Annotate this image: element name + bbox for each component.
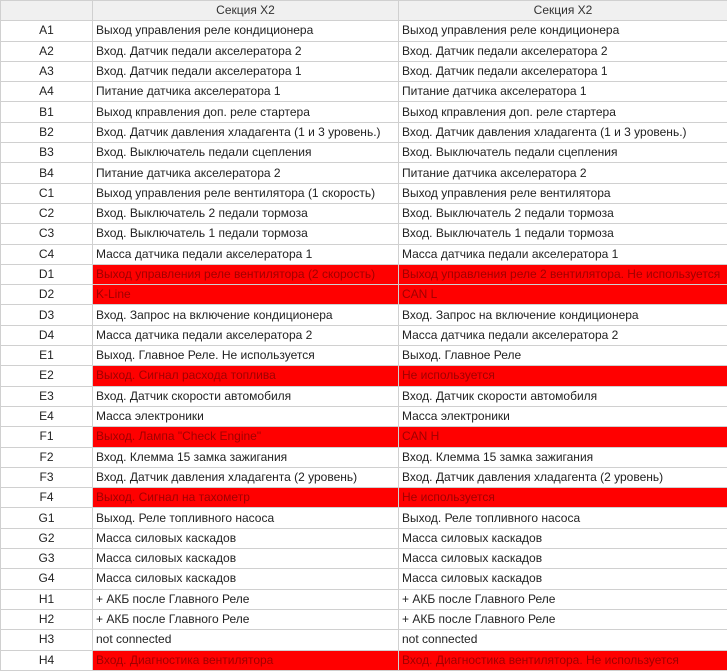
- value-cell-left[interactable]: not connected: [93, 630, 399, 650]
- value-cell-left[interactable]: Выход управления реле вентилятора (2 скорость): [93, 264, 399, 284]
- value-cell-right[interactable]: Не используется: [399, 488, 727, 508]
- pin-cell[interactable]: G3: [1, 549, 93, 569]
- value-cell-left[interactable]: Вход. Датчик педали акселератора 1: [93, 61, 399, 81]
- table-row: [1, 569, 727, 589]
- value-cell-left[interactable]: Питание датчика акселератора 1: [93, 82, 399, 102]
- pin-cell[interactable]: A4: [1, 82, 93, 102]
- table-row: [1, 650, 727, 670]
- table-row: [1, 609, 727, 629]
- value-cell-right[interactable]: Вход. Клемма 15 замка зажигания: [399, 447, 727, 467]
- header-pin[interactable]: [1, 1, 93, 21]
- pin-cell[interactable]: H4: [1, 650, 93, 670]
- value-cell-left[interactable]: Вход. Диагностика вентилятора: [93, 650, 399, 670]
- value-cell-right[interactable]: CAN H: [399, 427, 727, 447]
- value-cell-right[interactable]: Вход. Датчик скорости автомобиля: [399, 386, 727, 406]
- header-section-x2-left[interactable]: Секция X2: [93, 1, 399, 21]
- value-cell-left[interactable]: Вход. Датчик давления хладагента (2 уровень): [93, 467, 399, 487]
- table-row: [1, 406, 727, 426]
- pin-cell[interactable]: H1: [1, 589, 93, 609]
- pin-cell[interactable]: C3: [1, 224, 93, 244]
- value-cell-right[interactable]: Масса датчика педали акселератора 2: [399, 325, 727, 345]
- table-row: [1, 346, 727, 366]
- value-cell-left[interactable]: Выход. Главное Реле. Не используется: [93, 346, 399, 366]
- table-row: [1, 386, 727, 406]
- pin-cell[interactable]: H3: [1, 630, 93, 650]
- table-row: [1, 21, 727, 41]
- pin-cell[interactable]: E4: [1, 406, 93, 426]
- value-cell-left[interactable]: Выход. Лампа "Check Engine": [93, 427, 399, 447]
- pin-cell[interactable]: G4: [1, 569, 93, 589]
- pin-cell[interactable]: E2: [1, 366, 93, 386]
- pin-cell[interactable]: F1: [1, 427, 93, 447]
- value-cell-right[interactable]: Вход. Датчик давления хладагента (1 и 3 уровень.): [399, 122, 727, 142]
- table-row: [1, 285, 727, 305]
- value-cell-right[interactable]: Вход. Выключатель 2 педали тормоза: [399, 203, 727, 223]
- value-cell-left[interactable]: Вход. Выключатель педали сцепления: [93, 143, 399, 163]
- table-row: [1, 203, 727, 223]
- table-row: [1, 427, 727, 447]
- table-row: [1, 447, 727, 467]
- value-cell-right[interactable]: Выход управления реле вентилятора: [399, 183, 727, 203]
- value-cell-right[interactable]: Вход. Диагностика вентилятора. Не используется: [399, 650, 727, 670]
- table-row: [1, 528, 727, 548]
- table-body: [1, 21, 727, 671]
- table-row: [1, 61, 727, 81]
- table-row: [1, 630, 727, 650]
- pin-cell[interactable]: D4: [1, 325, 93, 345]
- value-cell-right[interactable]: Выход. Реле топливного насоса: [399, 508, 727, 528]
- value-cell-right[interactable]: Питание датчика акселератора 2: [399, 163, 727, 183]
- value-cell-right[interactable]: Масса силовых каскадов: [399, 569, 727, 589]
- value-cell-left[interactable]: + АКБ после Главного Реле: [93, 609, 399, 629]
- pin-cell[interactable]: C4: [1, 244, 93, 264]
- table-row: [1, 122, 727, 142]
- pin-cell[interactable]: F4: [1, 488, 93, 508]
- pin-cell[interactable]: B1: [1, 102, 93, 122]
- pin-cell[interactable]: F3: [1, 467, 93, 487]
- table-row: [1, 264, 727, 284]
- value-cell-right[interactable]: Масса силовых каскадов: [399, 528, 727, 548]
- value-cell-left[interactable]: Выход управления реле кондиционера: [93, 21, 399, 41]
- value-cell-right[interactable]: Выход управления реле кондиционера: [399, 21, 727, 41]
- value-cell-right[interactable]: Выход. Главное Реле: [399, 346, 727, 366]
- header-row: [1, 1, 727, 21]
- header-section-x2-right[interactable]: Секция X2: [399, 1, 727, 21]
- table-row: [1, 488, 727, 508]
- table-row: [1, 467, 727, 487]
- table-row: [1, 183, 727, 203]
- value-cell-right[interactable]: Масса датчика педали акселератора 1: [399, 244, 727, 264]
- value-cell-left[interactable]: Питание датчика акселератора 2: [93, 163, 399, 183]
- pin-cell[interactable]: G1: [1, 508, 93, 528]
- value-cell-right[interactable]: Вход. Запрос на включение кондиционера: [399, 305, 727, 325]
- table-row: [1, 244, 727, 264]
- value-cell-left[interactable]: Выход. Реле топливного насоса: [93, 508, 399, 528]
- table-row: [1, 143, 727, 163]
- table-row: [1, 325, 727, 345]
- table-row: [1, 589, 727, 609]
- value-cell-right[interactable]: Вход. Выключатель 1 педали тормоза: [399, 224, 727, 244]
- value-cell-right[interactable]: Выход кправления доп. реле стартера: [399, 102, 727, 122]
- value-cell-left[interactable]: Вход. Запрос на включение кондиционера: [93, 305, 399, 325]
- value-cell-left[interactable]: Масса датчика педали акселератора 2: [93, 325, 399, 345]
- pin-cell[interactable]: F2: [1, 447, 93, 467]
- value-cell-right[interactable]: Вход. Датчик давления хладагента (2 уровень): [399, 467, 727, 487]
- value-cell-left[interactable]: Вход. Датчик педали акселератора 2: [93, 41, 399, 61]
- value-cell-right[interactable]: Масса силовых каскадов: [399, 549, 727, 569]
- pin-cell[interactable]: G2: [1, 528, 93, 548]
- value-cell-right[interactable]: + АКБ после Главного Реле: [399, 589, 727, 609]
- table-row: [1, 508, 727, 528]
- pin-cell[interactable]: A2: [1, 41, 93, 61]
- value-cell-left[interactable]: + АКБ после Главного Реле: [93, 589, 399, 609]
- value-cell-left[interactable]: Выход. Сигнал расхода топлива: [93, 366, 399, 386]
- pin-cell[interactable]: D3: [1, 305, 93, 325]
- pin-cell[interactable]: D2: [1, 285, 93, 305]
- value-cell-left[interactable]: Масса силовых каскадов: [93, 549, 399, 569]
- pin-cell[interactable]: A3: [1, 61, 93, 81]
- value-cell-left[interactable]: Масса электроники: [93, 406, 399, 426]
- value-cell-left[interactable]: Выход управления реле вентилятора (1 скорость): [93, 183, 399, 203]
- pin-cell[interactable]: B3: [1, 143, 93, 163]
- value-cell-right[interactable]: Масса электроники: [399, 406, 727, 426]
- pin-cell[interactable]: C2: [1, 203, 93, 223]
- table-row: [1, 549, 727, 569]
- value-cell-left[interactable]: Выход кправления доп. реле стартера: [93, 102, 399, 122]
- pin-cell[interactable]: B4: [1, 163, 93, 183]
- table-row: [1, 224, 727, 244]
- value-cell-right[interactable]: Вход. Выключатель педали сцепления: [399, 143, 727, 163]
- value-cell-left[interactable]: Выход. Сигнал на тахометр: [93, 488, 399, 508]
- pin-cell[interactable]: D1: [1, 264, 93, 284]
- value-cell-left[interactable]: Масса датчика педали акселератора 1: [93, 244, 399, 264]
- value-cell-left[interactable]: Вход. Датчик давления хладагента (1 и 3 уровень.): [93, 122, 399, 142]
- table-row: [1, 82, 727, 102]
- value-cell-left[interactable]: Вход. Датчик скорости автомобиля: [93, 386, 399, 406]
- table-row: [1, 163, 727, 183]
- table-row: [1, 305, 727, 325]
- pin-cell[interactable]: H2: [1, 609, 93, 629]
- pin-cell[interactable]: A1: [1, 21, 93, 41]
- value-cell-right[interactable]: Не используется: [399, 366, 727, 386]
- pin-cell[interactable]: C1: [1, 183, 93, 203]
- table-row: [1, 41, 727, 61]
- table-row: [1, 366, 727, 386]
- value-cell-left[interactable]: Масса силовых каскадов: [93, 569, 399, 589]
- value-cell-right[interactable]: Вход. Датчик педали акселератора 2: [399, 41, 727, 61]
- pin-cell[interactable]: B2: [1, 122, 93, 142]
- pin-cell[interactable]: E1: [1, 346, 93, 366]
- value-cell-right[interactable]: CAN L: [399, 285, 727, 305]
- pin-cell[interactable]: E3: [1, 386, 93, 406]
- value-cell-left[interactable]: Вход. Выключатель 1 педали тормоза: [93, 224, 399, 244]
- value-cell-right[interactable]: Выход управления реле 2 вентилятора. Не используется: [399, 264, 727, 284]
- value-cell-right[interactable]: Питание датчика акселератора 1: [399, 82, 727, 102]
- value-cell-left[interactable]: K-Line: [93, 285, 399, 305]
- value-cell-right[interactable]: Вход. Датчик педали акселератора 1: [399, 61, 727, 81]
- value-cell-right[interactable]: + АКБ после Главного Реле: [399, 609, 727, 629]
- value-cell-left[interactable]: Вход. Выключатель 2 педали тормоза: [93, 203, 399, 223]
- value-cell-left[interactable]: Вход. Клемма 15 замка зажигания: [93, 447, 399, 467]
- value-cell-right[interactable]: not connected: [399, 630, 727, 650]
- value-cell-left[interactable]: Масса силовых каскадов: [93, 528, 399, 548]
- table-row: [1, 102, 727, 122]
